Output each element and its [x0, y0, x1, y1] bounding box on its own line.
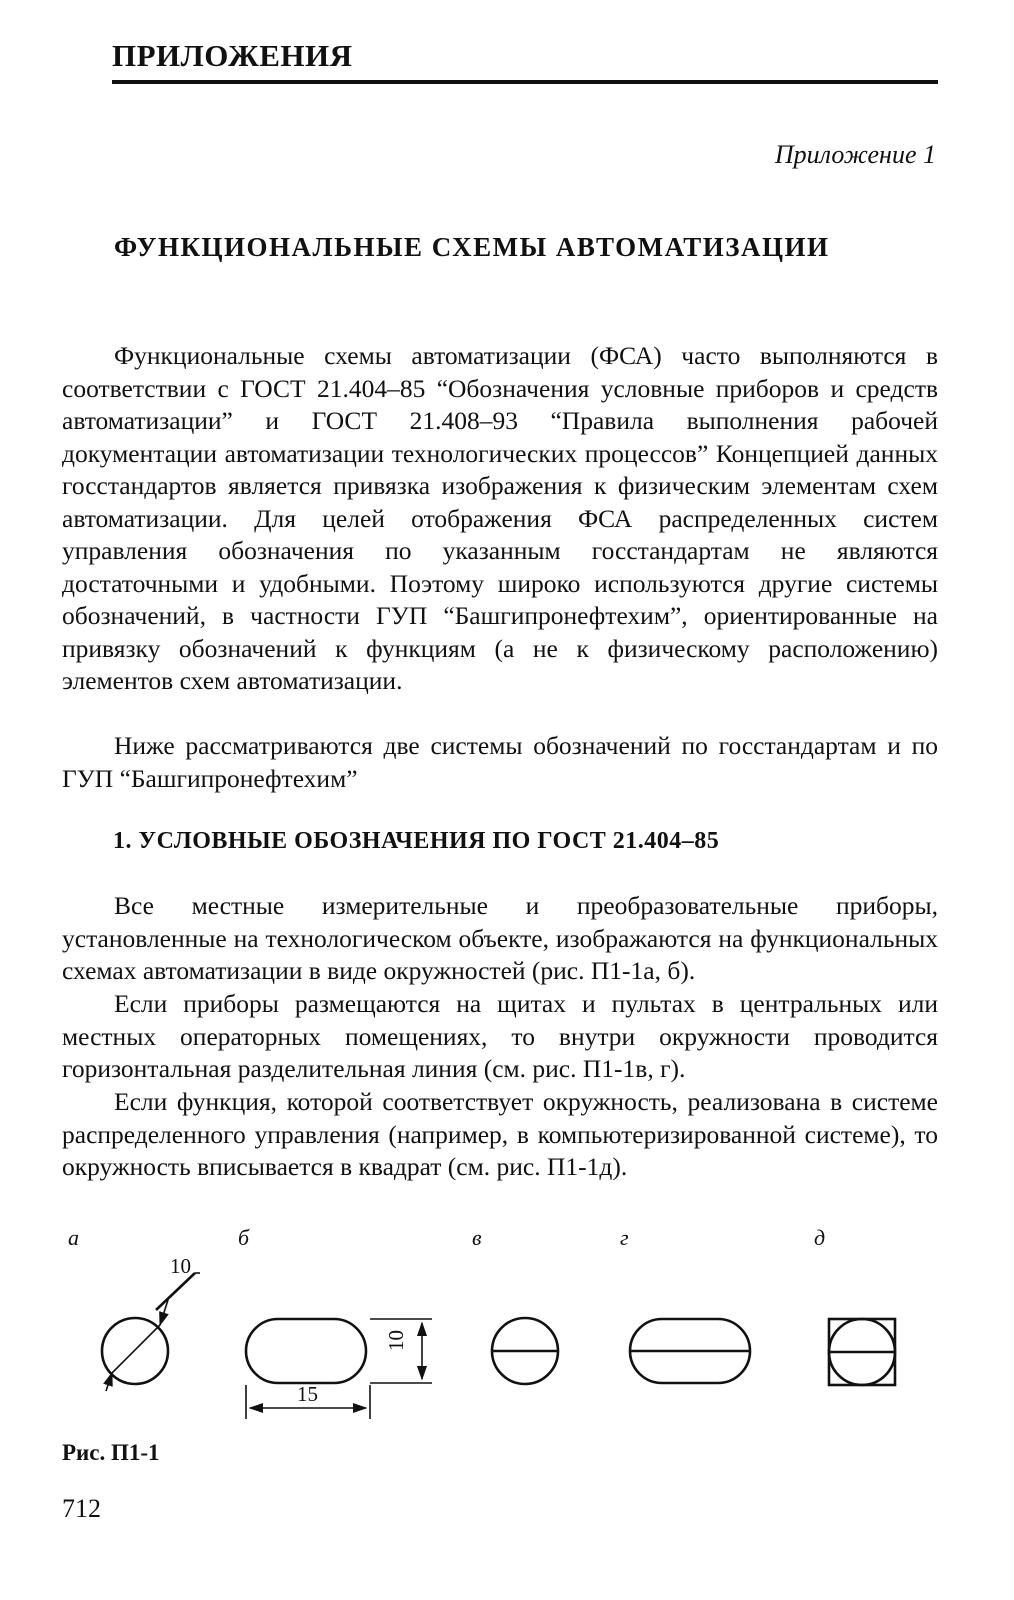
section-1-paragraph-3: Если функция, которой соответствует окружность, реализована в системе распределенного управления (например, в компьютеризированной системе), то окружность вписывается в квадрат (см. рис. П1-1д). — [62, 1087, 938, 1181]
figure-label-d: д — [814, 1225, 826, 1250]
intro-paragraph-2: Ниже рассматриваются две системы обозначений по госстандартам и по ГУП “Башгипронефтехим” — [62, 731, 938, 793]
figure-caption: Рис. П1-1 — [62, 1440, 160, 1465]
figure-label-v: в — [472, 1225, 482, 1250]
section-header: ПРИЛОЖЕНИЯ — [112, 38, 353, 73]
section-1-heading: 1. УСЛОВНЫЕ ОБОЗНАЧЕНИЯ ПО ГОСТ 21.404–85 — [113, 828, 720, 854]
dim-diameter: 10 — [170, 1254, 191, 1278]
dim-height: 10 — [384, 1330, 408, 1351]
header-rule — [112, 80, 938, 84]
intro-paragraph-1: Функциональные схемы автоматизации (ФСА) часто выполняются в соответствии с ГОСТ 21.404–85 “Обозначения условные приборов и средств автоматизации” и ГОСТ 21.408–93 “Правила выполнения рабочей документации автоматизации технологических процессов” Концепцией данных госстандартов является привязка изображения к физическим элементам схем автоматизации. Для целей отображения ФСА распределенных систем управления обозначения по указанным госстандартам не являются достаточными и удобными. Поэтому широко используются другие системы обозначений, в частности ГУП “Башгипронефтехим”, ориентированные на привязку обозначений к функциям (а не к физическому расположению) элементов схем автоматизации. — [62, 341, 938, 695]
page-number: 712 — [62, 1494, 101, 1523]
figure-label-a: а — [68, 1225, 79, 1250]
section-1-paragraph-2: Если приборы размещаются на щитах и пультах в центральных или местных операторных помещениях, то внутри окружности проводится горизонтальная разделительная линия (см. рис. П1-1в, г). — [62, 989, 938, 1083]
section-1-paragraph-1: Все местные измерительные и преобразовательные приборы, установленные на технологическом объекте, изображаются на функциональных схемах автоматизации в виде окружностей (рис. П1-1а, б). — [62, 891, 938, 985]
figure-label-g: г — [620, 1225, 629, 1250]
figure-label-b: б — [238, 1225, 250, 1250]
figure-b-shape — [246, 1319, 366, 1383]
appendix-title: ФУНКЦИОНАЛЬНЫЕ СХЕМЫ АВТОМАТИЗАЦИИ — [114, 232, 830, 262]
dim-width: 15 — [297, 1382, 318, 1406]
appendix-label: Приложение 1 — [774, 140, 936, 169]
figure-p1-1 — [40, 1215, 960, 1430]
